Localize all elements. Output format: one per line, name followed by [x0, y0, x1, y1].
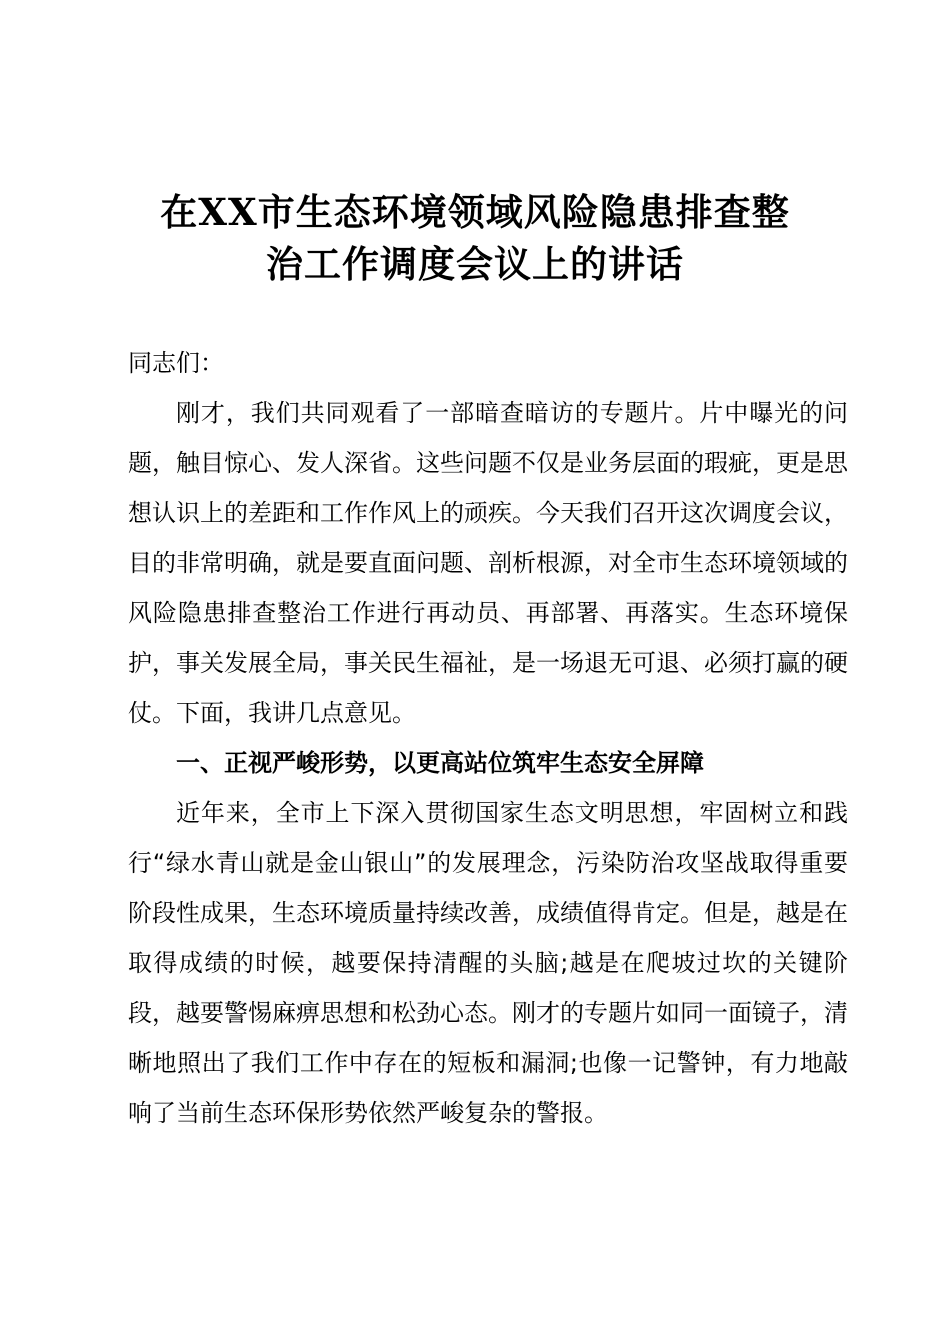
paragraph-1: 刚才，我们共同观看了一部暗查暗访的专题片。片中曝光的问题，触目惊心、发人深省。这些问题不仅是业务层面的瑕疵，更是思想认识上的差距和工作作风上的顽疾。今天我们召开这次调度会议，目的非常明确，就是要直面问题、剖析根源，对全市生态环境领域的风险隐患排查整治工作进行再动员、再部署、再落实。生态环境保护，事关发展全局，事关民生福祉，是一场退无可退、必须打赢的硬仗。下面，我讲几点意见。: [128, 399, 848, 727]
title-line-1: 在XX市生态环境领域风险隐患排查整: [160, 190, 790, 234]
document-title: [110, 186, 840, 290]
paragraph-2: 近年来，全市上下深入贯彻国家生态文明思想，牢固树立和践行“绿水青山就是金山银山”的发展理念，污染防治攻坚战取得重要阶段性成果，生态环境质量持续改善，成绩值得肯定。但是，越是在取得成绩的时候，越要保持清醒的头脑;越是在爬坡过坎的关键阶段，越要警惕麻痹思想和松劲心态。刚才的专题片如同一面镜子，清晰地照出了我们工作中存在的短板和漏洞;也像一记警钟，有力地敲响了当前生态环保形势依然严峻复杂的警报。: [128, 799, 848, 1127]
title-line-2: 治工作调度会议上的讲话: [266, 242, 684, 286]
document-body: [128, 338, 848, 1138]
salutation: 同志们：: [128, 349, 224, 377]
section-heading-1: 一、正视严峻形势，以更高站位筑牢生态安全屏障: [176, 749, 704, 777]
